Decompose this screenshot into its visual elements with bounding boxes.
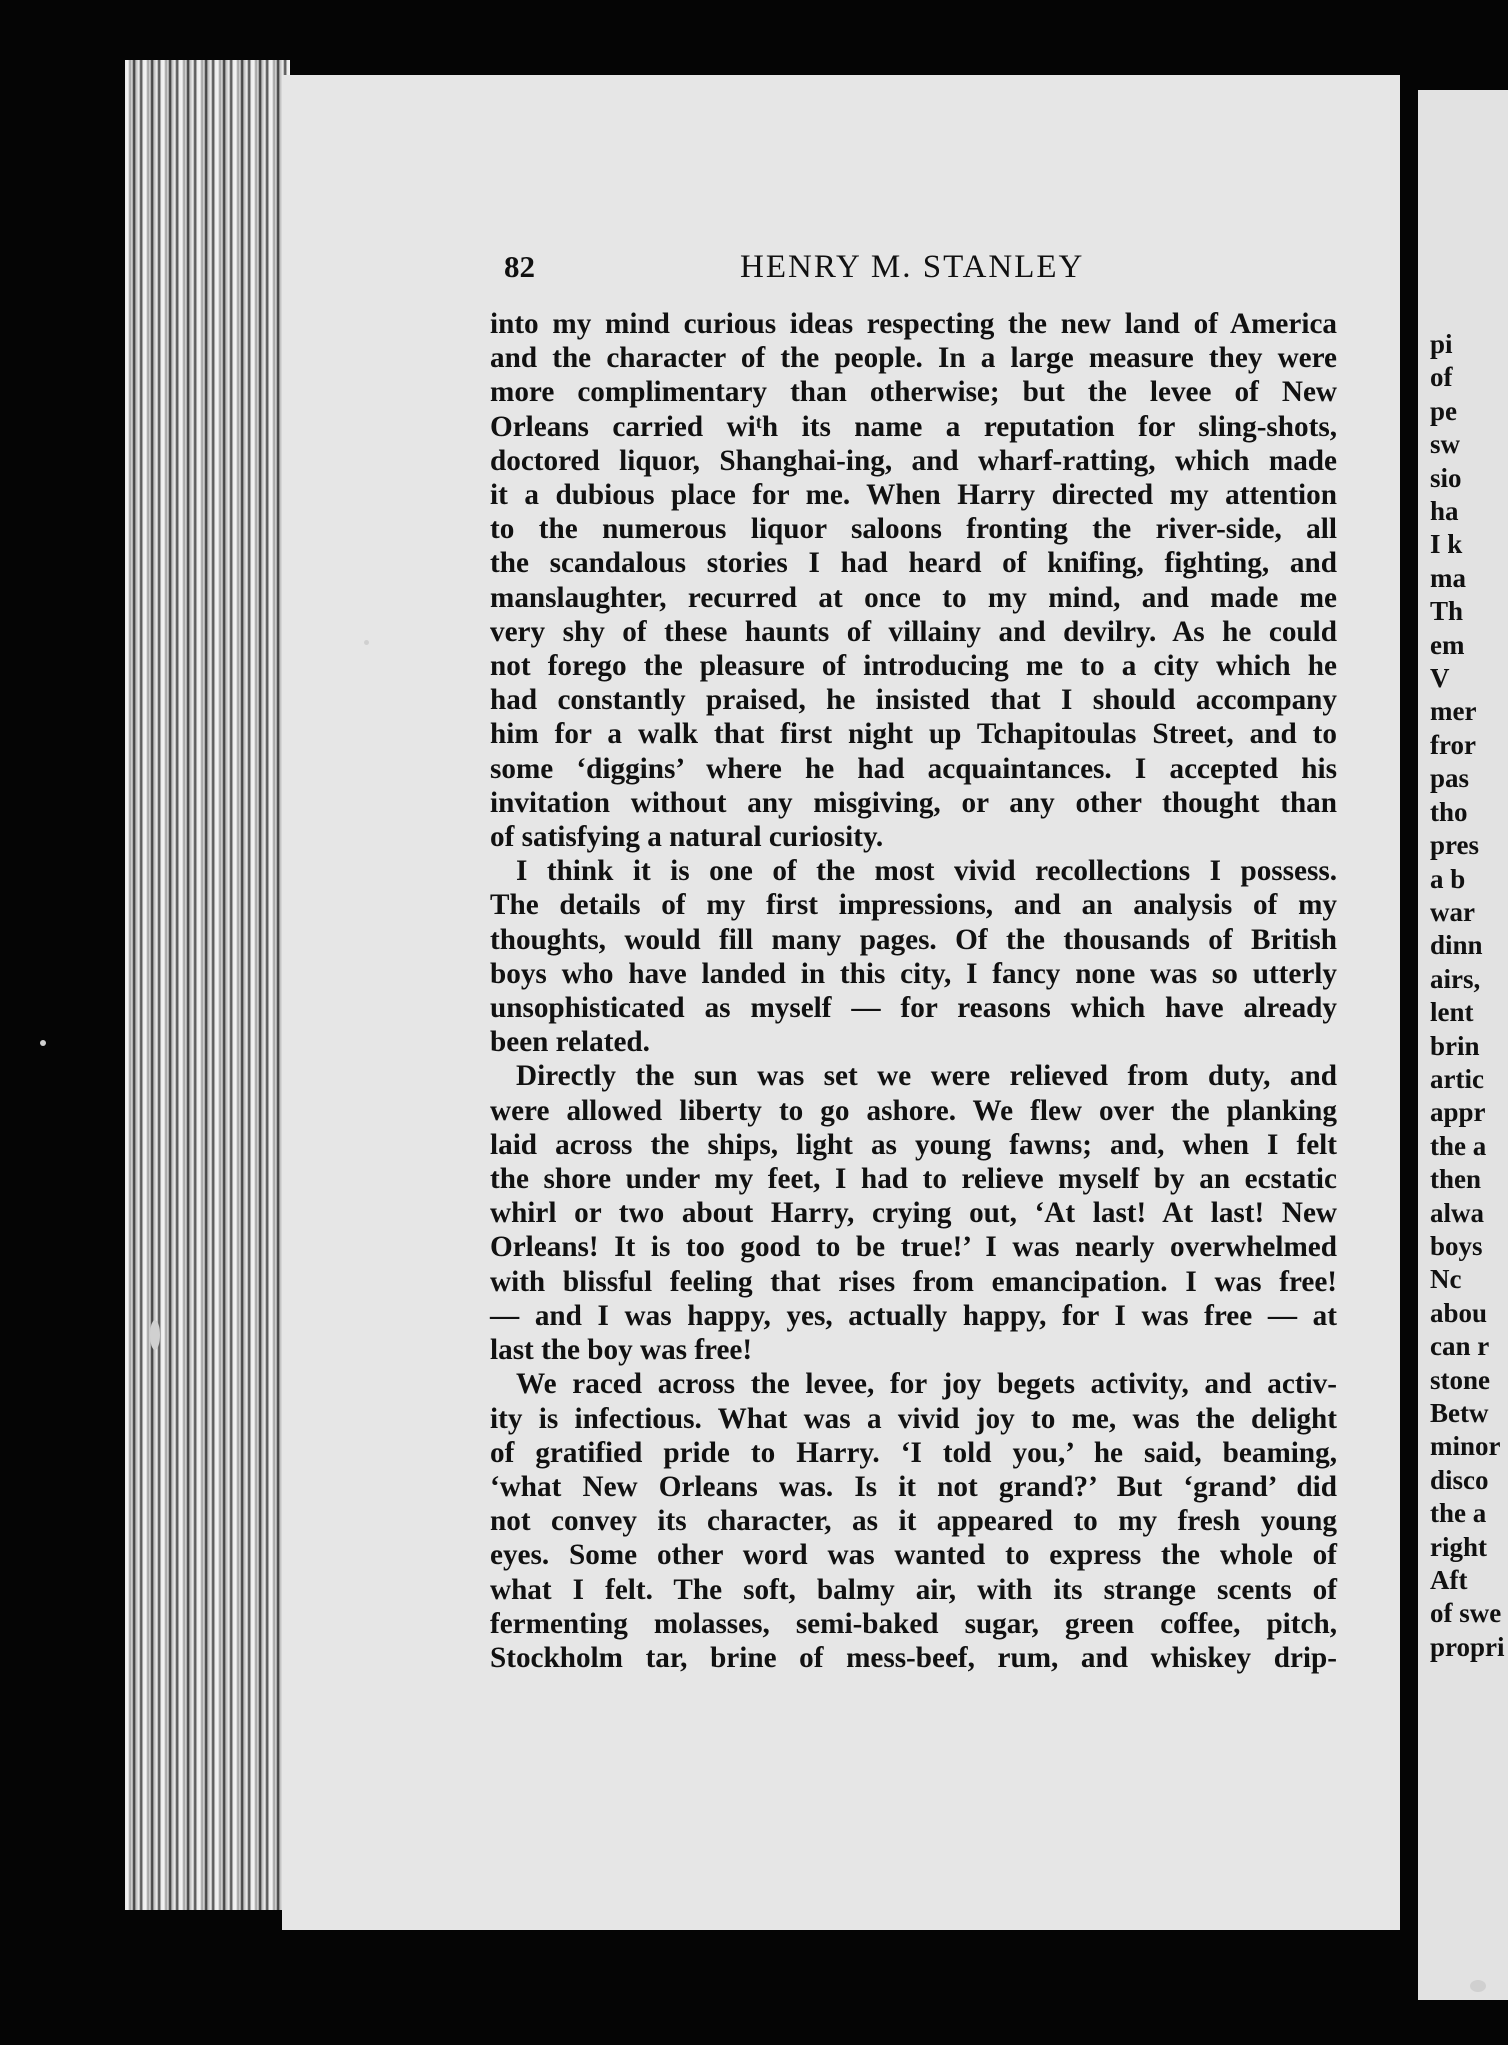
facing-line-fragment: disco — [1430, 1464, 1489, 1495]
text-line: of satisfying a natural curiosity. — [490, 821, 884, 854]
text-line: not convey its character, as it appeared to my fresh young — [490, 1505, 1337, 1538]
facing-line-fragment: war — [1430, 896, 1475, 927]
text-line: We raced across the levee, for joy begets activity, and activ- — [516, 1368, 1337, 1401]
facing-line-fragment: lent — [1430, 997, 1474, 1028]
dust-speck — [364, 640, 369, 645]
facing-page-edge — [1418, 90, 1508, 2000]
text-line: fermenting molasses, semi-baked sugar, green coffee, pitch, — [490, 1607, 1337, 1640]
facing-line-fragment: the a — [1430, 1498, 1487, 1529]
text-line: it a dubious place for me. When Harry directed my attention — [490, 479, 1337, 512]
facing-line-fragment: Nc — [1430, 1264, 1462, 1295]
facing-line-fragment: Betw — [1430, 1398, 1489, 1428]
facing-line-fragment: ha — [1430, 496, 1459, 527]
text-line: not forego the pleasure of introducing me to a city which he — [490, 650, 1337, 683]
text-line: the shore under my feet, I had to relieve myself by an ecstatic — [490, 1163, 1337, 1196]
text-line: to the numerous liquor saloons fronting the river-side, all — [490, 513, 1337, 546]
text-line: invitation without any misgiving, or any other thought than — [490, 786, 1337, 819]
facing-line-fragment: the a — [1430, 1130, 1487, 1161]
text-line: The details of my first impressions, and an analysis of my — [490, 889, 1337, 922]
facing-page-text — [1430, 328, 1505, 1664]
facing-line-fragment: artic — [1430, 1063, 1484, 1094]
text-line: of gratified pride to Harry. ‘I told you,’ he said, beaming, — [490, 1436, 1337, 1469]
book-page-edges — [125, 60, 290, 1910]
text-line: ‘what New Orleans was. Is it not grand?’ But ‘grand’ did — [490, 1470, 1337, 1503]
text-line: Directly the sun was set we were relieved from duty, and — [516, 1060, 1337, 1093]
dust-speck — [40, 1040, 46, 1046]
facing-line-fragment: of swe — [1430, 1598, 1502, 1629]
facing-line-fragment: then — [1430, 1164, 1482, 1195]
facing-line-fragment: of — [1430, 362, 1453, 393]
text-line: were allowed liberty to go ashore. We flew over the planking — [490, 1094, 1337, 1127]
body-text — [490, 307, 1337, 1675]
facing-line-fragment: abou — [1430, 1297, 1488, 1328]
running-head — [504, 249, 1104, 297]
facing-line-fragment: minor — [1430, 1431, 1501, 1462]
facing-line-fragment: alwa — [1430, 1197, 1484, 1228]
text-line: — and I was happy, yes, actually happy, for I was free — at — [490, 1299, 1337, 1332]
facing-line-fragment: stone — [1430, 1364, 1490, 1395]
facing-line-fragment: brin — [1430, 1030, 1480, 1061]
facing-line-fragment: pas — [1430, 763, 1470, 794]
facing-line-fragment: tho — [1430, 796, 1468, 827]
text-line: had constantly praised, he insisted that I should accompany — [490, 684, 1337, 717]
facing-line-fragment: mer — [1430, 696, 1477, 727]
text-line: Orleans carried wiᵗh its name a reputation for sling-shots, — [490, 410, 1337, 443]
text-line: thoughts, would fill many pages. Of the thousands of British — [490, 923, 1337, 956]
facing-line-fragment: sio — [1430, 462, 1462, 493]
running-title: HENRY M. STANLEY — [740, 249, 1085, 285]
text-line: laid across the ships, light as young fawns; and, when I felt — [490, 1128, 1337, 1161]
text-line: some ‘diggins’ where he had acquaintances. I accepted his — [490, 752, 1337, 785]
facing-line-fragment: Th — [1430, 596, 1464, 627]
text-line: manslaughter, recurred at once to my mind, and made me — [490, 581, 1337, 614]
text-line: whirl or two about Harry, crying out, ‘At last! At last! New — [490, 1197, 1337, 1230]
facing-line-fragment: appr — [1430, 1097, 1486, 1128]
text-line: last the boy was free! — [490, 1334, 753, 1367]
facing-line-fragment: dinn — [1430, 930, 1483, 961]
page-number: 82 — [504, 249, 535, 284]
text-line: eyes. Some other word was wanted to express the whole of — [490, 1539, 1337, 1572]
facing-line-fragment: em — [1430, 629, 1465, 660]
facing-line-fragment: boys — [1430, 1230, 1483, 1261]
facing-line-fragment: propri — [1430, 1631, 1505, 1662]
text-line: very shy of these haunts of villainy and devilry. As he could — [490, 615, 1337, 648]
text-line: unsophisticated as myself — for reasons which have already — [490, 992, 1337, 1025]
text-line: into my mind curious ideas respecting the new land of America — [490, 308, 1337, 340]
facing-line-fragment: V — [1430, 663, 1450, 694]
text-line: doctored liquor, Shanghai-ing, and wharf-ratting, which made — [490, 444, 1337, 477]
text-line: more complimentary than otherwise; but the levee of New — [490, 376, 1337, 409]
text-line: boys who have landed in this city, I fancy none was so utterly — [490, 957, 1337, 990]
dust-speck — [150, 1320, 160, 1350]
facing-line-fragment: pres — [1430, 830, 1480, 861]
text-line: him for a walk that first night up Tchapitoulas Street, and to — [490, 718, 1337, 751]
facing-line-fragment: airs, — [1430, 963, 1481, 994]
facing-line-fragment: a b — [1430, 863, 1466, 894]
text-line: what I felt. The soft, balmy air, with its strange scents of — [490, 1573, 1337, 1606]
text-line: Stockholm tar, brine of mess-beef, rum, and whiskey drip- — [490, 1641, 1337, 1674]
facing-line-fragment: I k — [1430, 529, 1463, 560]
facing-line-fragment: can r — [1430, 1331, 1490, 1362]
text-line: the scandalous stories I had heard of knifing, fighting, and — [490, 547, 1337, 580]
facing-line-fragment: Aft — [1430, 1565, 1468, 1596]
facing-line-fragment: pi — [1430, 329, 1453, 359]
facing-line-fragment: pe — [1430, 395, 1457, 426]
facing-line-fragment: fror — [1430, 729, 1476, 760]
text-line: been related. — [490, 1026, 650, 1059]
text-line: ity is infectious. What was a vivid joy to me, was the delight — [490, 1402, 1337, 1435]
text-line: and the character of the people. In a large measure they were — [490, 342, 1337, 375]
text-line: I think it is one of the most vivid recollections I possess. — [516, 855, 1337, 888]
text-line: with blissful feeling that rises from emancipation. I was free! — [490, 1265, 1337, 1298]
dust-speck — [1470, 1980, 1486, 1992]
facing-line-fragment: right — [1430, 1531, 1487, 1562]
text-line: Orleans! It is too good to be true!’ I was nearly overwhelmed — [490, 1231, 1337, 1264]
facing-line-fragment: ma — [1430, 562, 1466, 593]
facing-line-fragment: sw — [1430, 429, 1461, 460]
